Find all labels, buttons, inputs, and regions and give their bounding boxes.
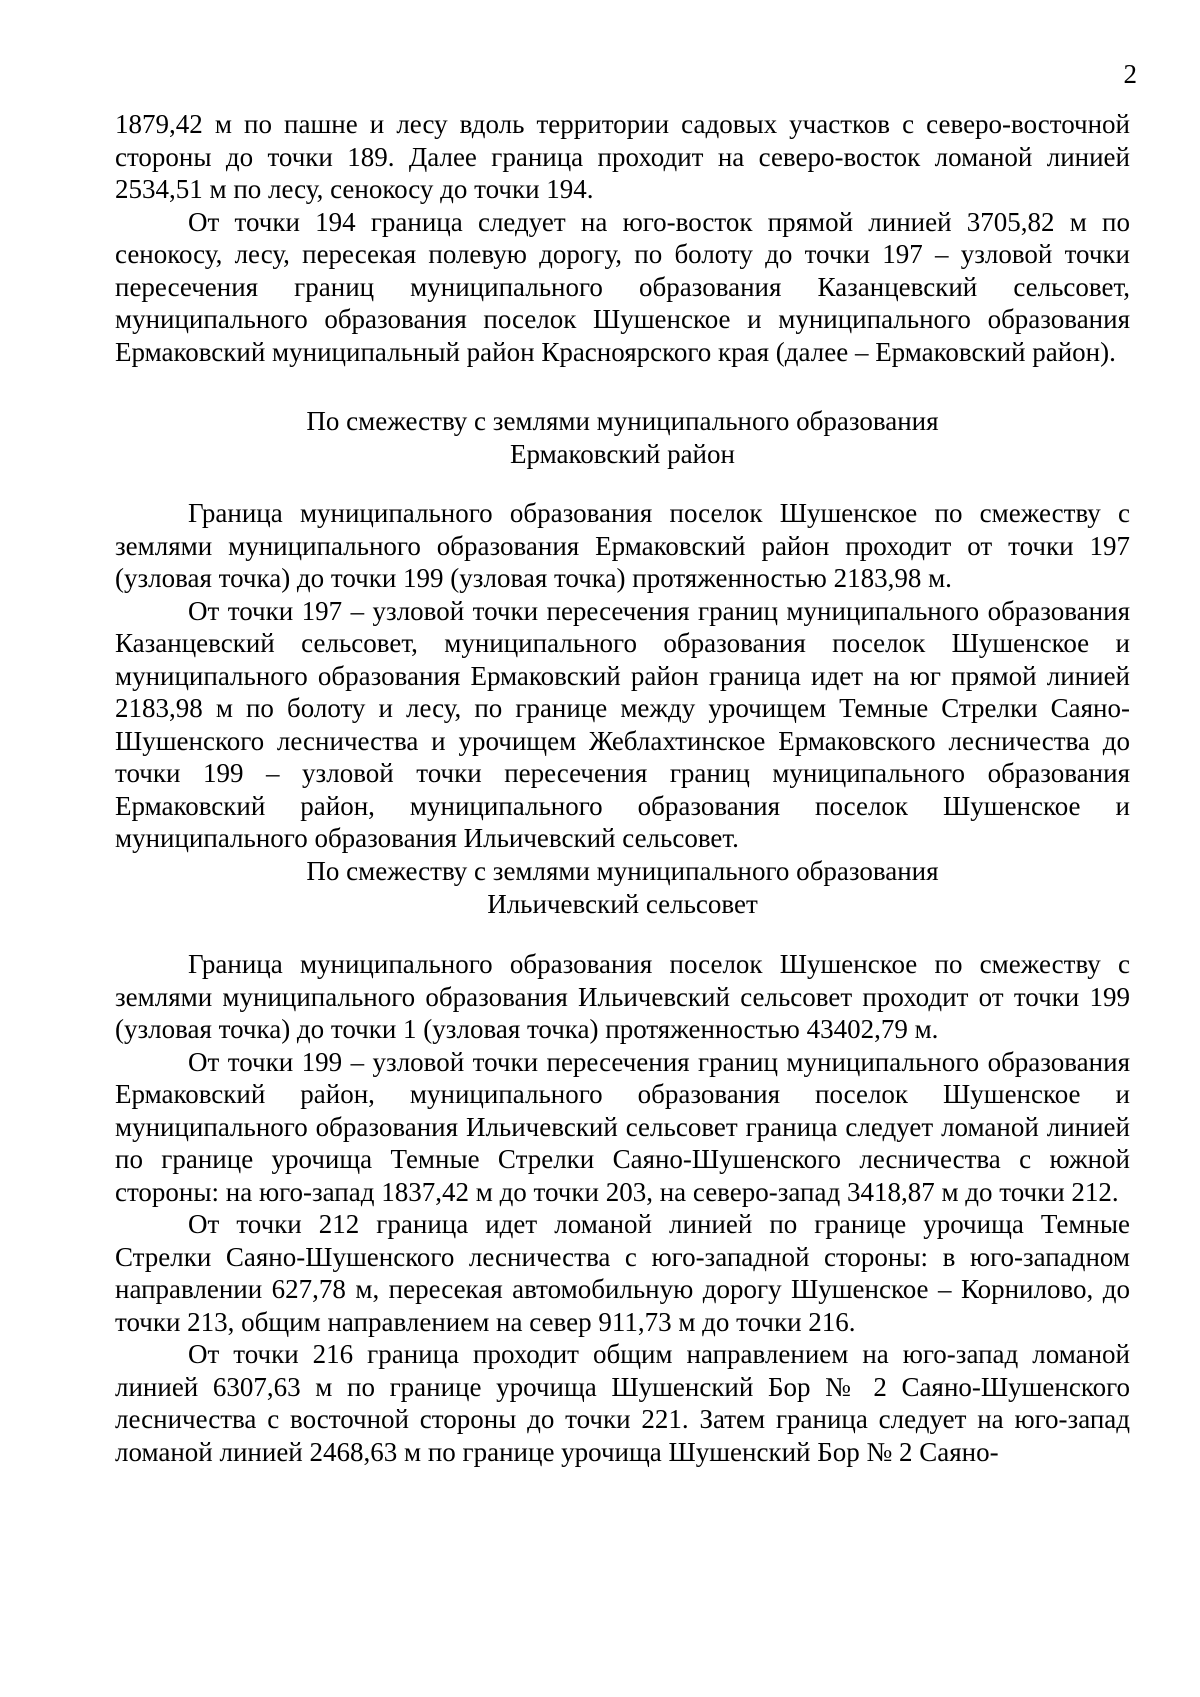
paragraph-continuation: 1879,42 м по пашне и лесу вдоль территории садовых участков с северо-восточной стороны до точки 189. Далее граница проходит на северо-восток ломаной линией 2534,51 м по лесу, сенокосу до точки 194. bbox=[115, 109, 1130, 204]
heading-line-2: Ермаковский район bbox=[510, 438, 735, 469]
paragraph-point-199: От точки 199 – узловой точки пересечения границ муниципального образования Ермаковский район, муниципального образования поселок Шушенское и муниципального образования Ильичевский сельсовет граница следует ломаной линией по границе урочища Темные Стрелки Саяно-Шушенского лесничества с южной стороны: на юго-запад 1837,42 м до точки 203, на северо-запад 3418,87 м до точки 212. bbox=[115, 1046, 1130, 1207]
paragraph-ilichevsky-intro: Граница муниципального образования поселок Шушенское по смежеству с землями муниципального образования Ильичевский сельсовет проходит от точки 199 (узловая точка) до точки 1 (узловая точка) протяженностью 43402,79 м. bbox=[115, 949, 1130, 1044]
section-continuation bbox=[115, 108, 1130, 368]
heading-line-2: Ильичевский сельсовет bbox=[487, 888, 758, 919]
heading-line-1: По смежеству с землями муниципального образования bbox=[306, 406, 939, 436]
paragraph-point-216: От точки 216 граница проходит общим направлением на юго-запад ломаной линией 6307,63 м по границе урочища Шушенский Бор № 2 Саяно-Шушенского лесничества с восточной стороны до точки 221. Затем граница следует на юго-запад ломаной линией 2468,63 м по границе урочища Шушенский Бор № 2 Саяно- bbox=[115, 1339, 1130, 1467]
section-ilichevsky-heading bbox=[115, 855, 1130, 920]
paragraph-point-212: От точки 212 граница идет ломаной линией по границе урочища Темные Стрелки Саяно-Шушенского лесничества с юго-западной стороны: в юго-западном направлении 627,78 м, пересекая автомобильную дорогу Шушенское – Корнилово, до точки 213, общим направлением на север 911,73 м до точки 216. bbox=[115, 1209, 1130, 1337]
page-number: 2 bbox=[1123, 59, 1137, 89]
section-heading bbox=[115, 405, 1130, 470]
paragraph-point-194: От точки 194 граница следует на юго-восток прямой линией 3705,82 м по сенокосу, лесу, пересекая полевую дорогу, по болоту до точки 197 – узловой точки пересечения границ муниципального образования Казанцевский сельсовет, муниципального образования поселок Шушенское и муниципального образования Ермаковский муниципальный район Красноярского края (далее – Ермаковский район). bbox=[115, 206, 1130, 367]
section-ermakovsky-heading bbox=[115, 405, 1130, 470]
paragraph-point-197: От точки 197 – узловой точки пересечения границ муниципального образования Казанцевский сельсовет, муниципального образования поселок Шушенское и муниципального образования Ермаковский район граница идет на юг прямой линией 2183,98 м по болоту и лесу, по границе между урочищем Темные Стрелки Саяно-Шушенского лесничества и урочищем Жеблахтинское Ермаковского лесничества до точки 199 – узловой точки пересечения границ муниципального образования Ермаковский район, муниципального образования поселок Шушенское и муниципального образования Ильичевский сельсовет. bbox=[115, 595, 1130, 853]
paragraph-ermakovsky-intro: Граница муниципального образования поселок Шушенское по смежеству с землями муниципального образования Ермаковский район проходит от точки 197 (узловая точка) до точки 199 (узловая точка) протяженностью 2183,98 м. bbox=[115, 498, 1130, 593]
section-ilichevsky-body bbox=[115, 948, 1130, 1468]
heading-line-1: По смежеству с землями муниципального образования bbox=[306, 856, 939, 886]
section-heading bbox=[115, 855, 1130, 920]
section-ermakovsky-body bbox=[115, 497, 1130, 855]
